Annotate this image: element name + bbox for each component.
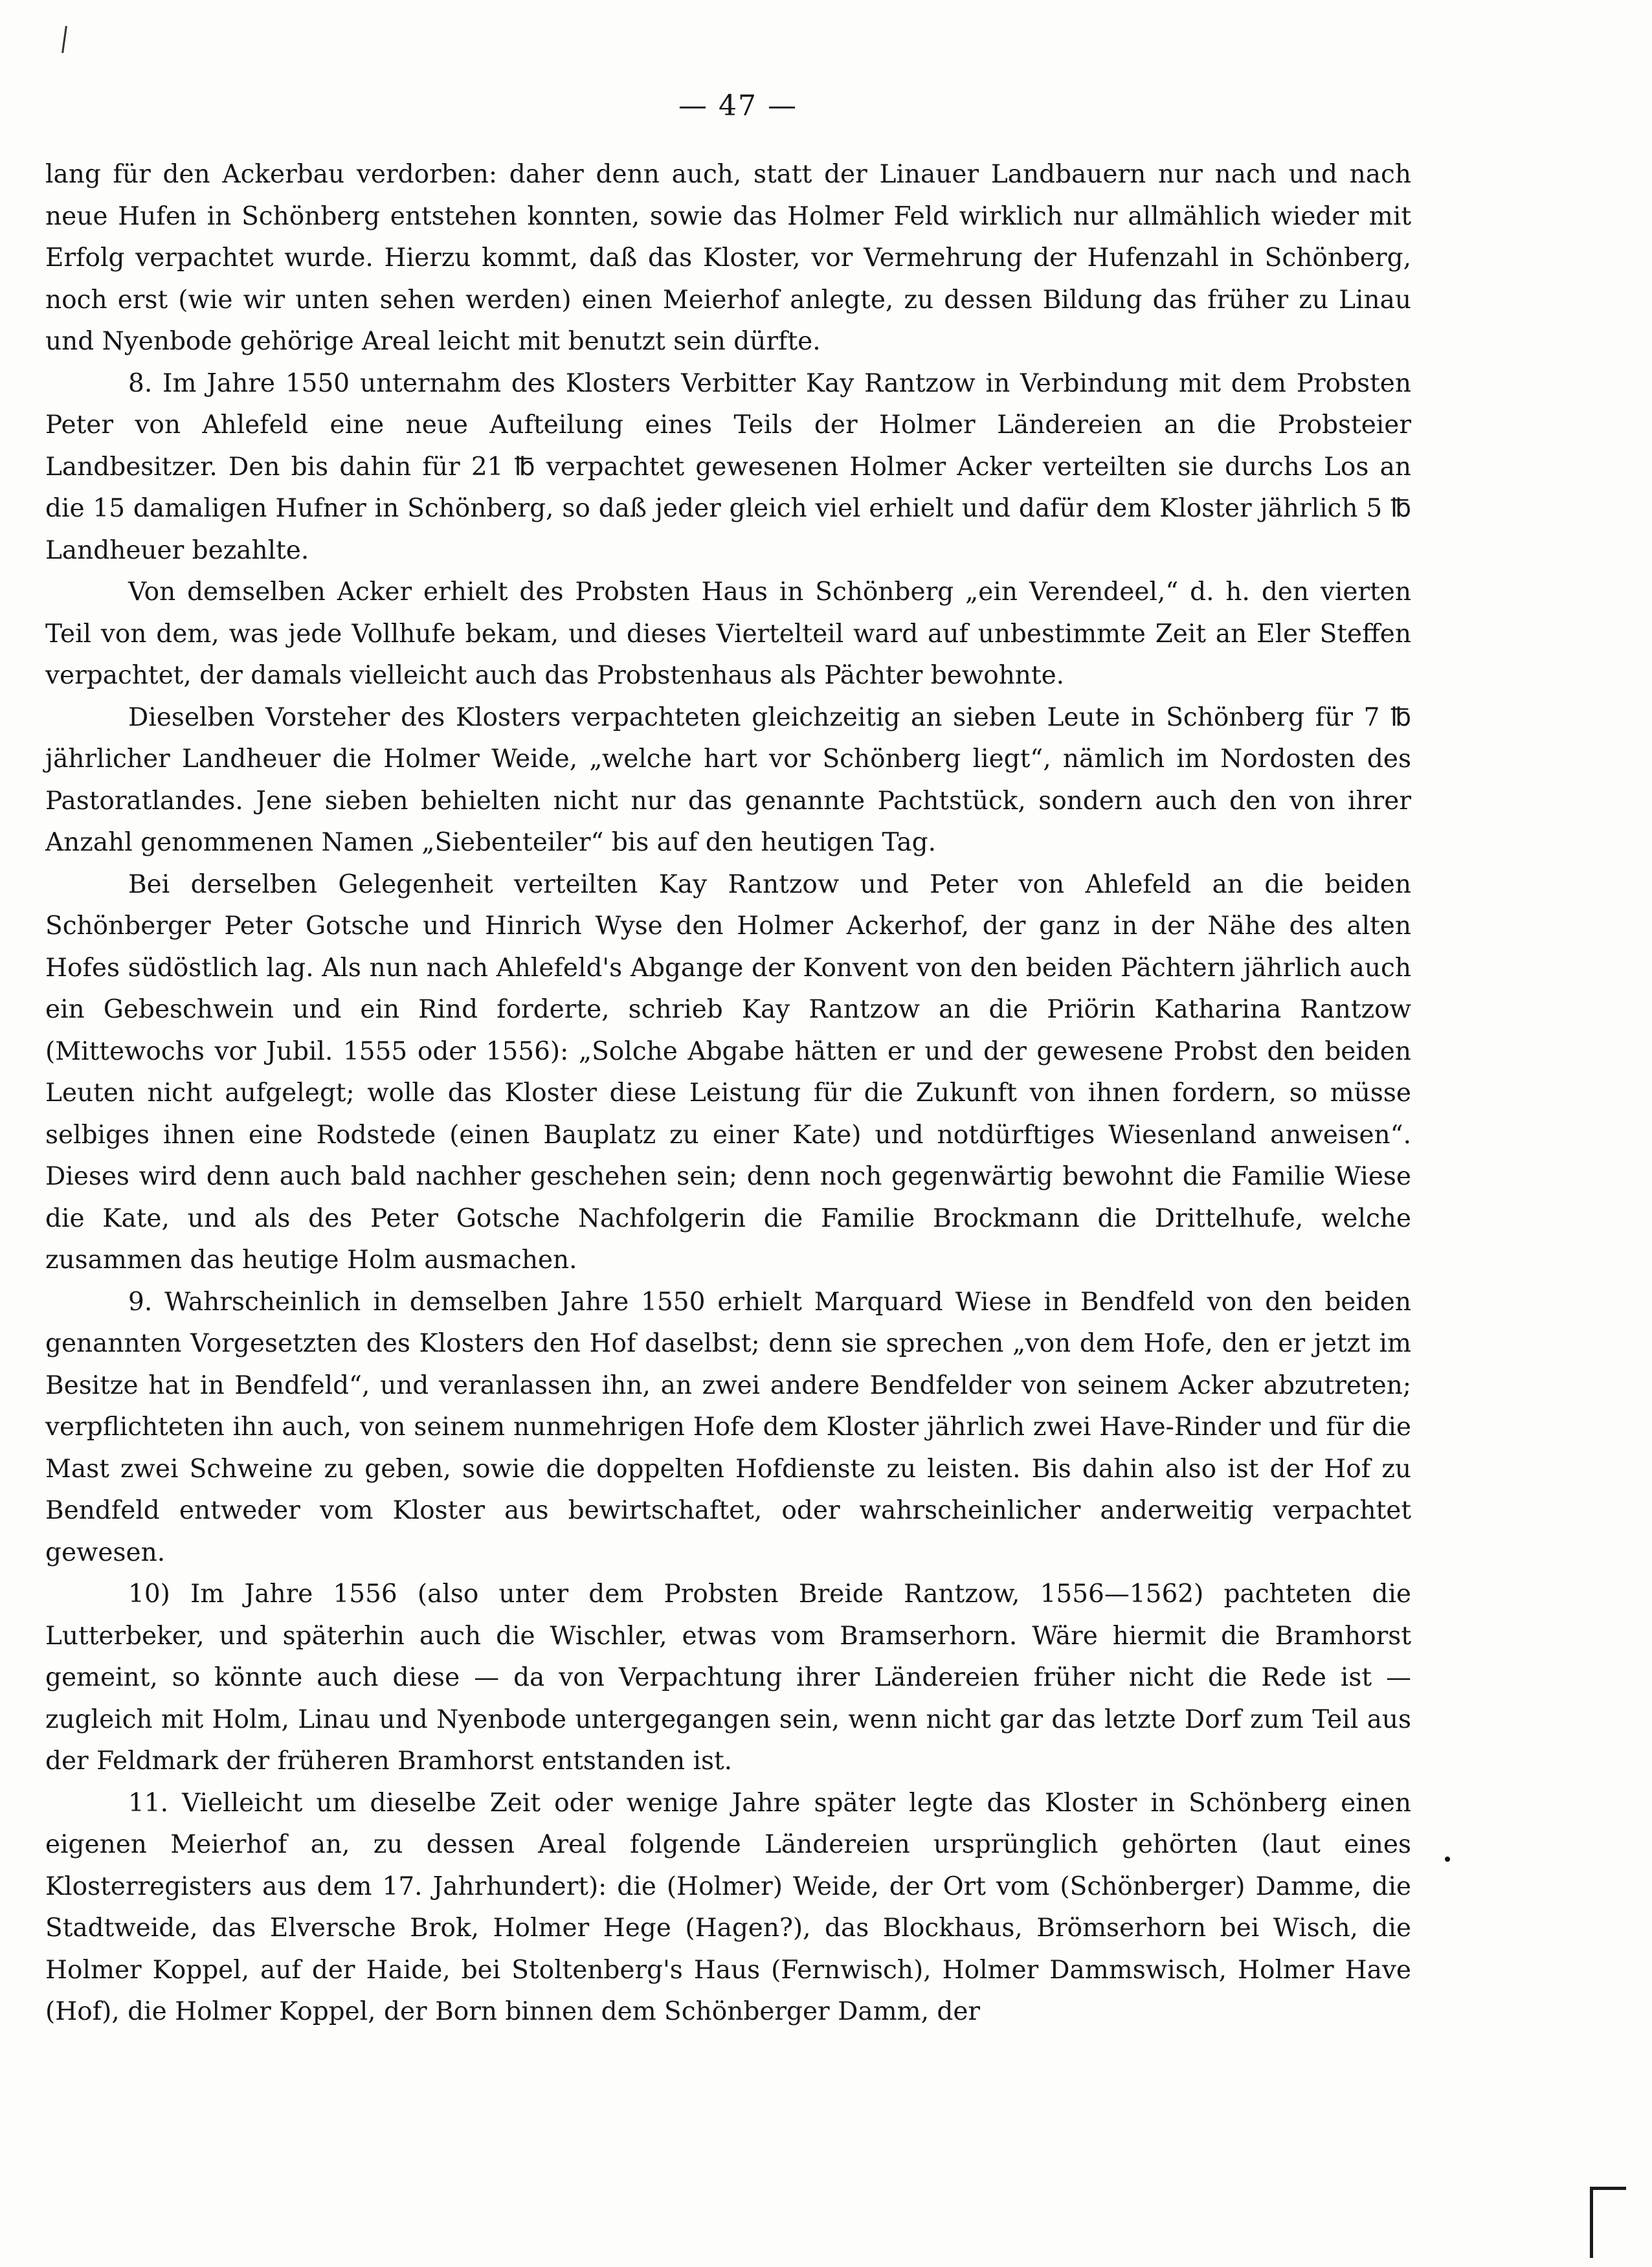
paragraph-9: 9. Wahrscheinlich in demselben Jahre 1550 erhielt Marquard Wiese in Bendfeld von den beiden genannten Vorgesetzten des Klosters den Hof daselbst; denn sie sprechen „von dem Hofe, den er jetzt im Besitze hat in Bendfeld“, und veranlassen ihn, an zwei andere Bendfelder von seinem Acker abzutreten; verpflichteten ihn auch, von seinem nunmehrigen Hofe dem Kloster jährlich zwei Have-Rinder und für die Mast zwei Schweine zu geben, sowie die doppelten Hofdienste zu leisten. Bis dahin also ist der Hof zu Bendfeld entweder vom Kloster aus bewirtschaftet, oder wahrscheinlicher anderweitig verpachtet gewesen. (45, 1287, 1411, 1567)
ink-speck (1445, 1857, 1450, 1862)
paragraph-8-probsten-haus: Von demselben Acker erhielt des Probsten Haus in Schönberg „ein Verendeel,“ d. h. den vierten Teil von dem, was jede Vollhufe bekam, und dieses Viertelteil ward auf unbestimmte Zeit an Eler Steffen verpachtet, der damals vielleicht auch das Probstenhaus als Pächter bewohnte. (45, 577, 1411, 690)
page-number: — 47 — (678, 89, 798, 122)
paragraph-8-siebenteiler: Dieselben Vorsteher des Klosters verpachteten gleichzeitig an sieben Leute in Schönberg für 7 ℔ jährlicher Landheuer die Holmer Weide, „welche hart vor Schönberg liegt“, nämlich im Nordosten des Pastoratlandes. Jene sieben behielten nicht nur das genannte Pachtstück, sondern auch den von ihrer Anzahl genommenen Namen „Siebenteiler“ bis auf den heutigen Tag. (45, 702, 1411, 857)
scan-edge-mark (1590, 2187, 1626, 2258)
paragraph-11: 11. Vielleicht um dieselbe Zeit oder wenige Jahre später legte das Kloster in Schönberg einen eigenen Meierhof an, zu dessen Areal folgende Ländereien ursprünglich gehörten (laut eines Klosterregisters aus dem 17. Jahrhundert): die (Holmer) Weide, der Ort vom (Schönberger) Damme, die Stadtweide, das Elversche Brok, Holmer Hege (Hagen?), das Blockhaus, Brömserhorn bei Wisch, die Holmer Koppel, auf der Haide, bei Stoltenberg's Haus (Fernwisch), Holmer Dammswisch, Holmer Have (Hof), die Holmer Koppel, der Born binnen dem Schönberger Damm, der (45, 1788, 1411, 2026)
paragraph-continuation: lang für den Ackerbau verdorben: daher denn auch, statt der Linauer Landbauern nur nach und nach neue Hufen in Schönberg entstehen konnten, sowie das Holmer Feld wirklich nur allmählich wieder mit Erfolg verpachtet wurde. Hierzu kommt, daß das Kloster, vor Vermehrung der Hufenzahl in Schönberg, noch erst (wie wir unten sehen werden) einen Meierhof anlegte, zu dessen Bildung das früher zu Linau und Nyenbode gehörige Areal leicht mit benutzt sein dürfte. (45, 160, 1411, 356)
paragraph-8-holmer-ackerhof: Bei derselben Gelegenheit verteilten Kay Rantzow und Peter von Ahlefeld an die beiden Schönberger Peter Gotsche und Hinrich Wyse den Holmer Ackerhof, der ganz in der Nähe des alten Hofes südöstlich lag. Als nun nach Ahlefeld's Abgange der Konvent von den beiden Pächtern jährlich auch ein Gebeschwein und ein Rind forderte, schrieb Kay Rantzow an die Priörin Katharina Rantzow (Mittewochs vor Jubil. 1555 oder 1556): „Solche Abgabe hätten er und der gewesene Probst den beiden Leuten nicht aufgelegt; wolle das Kloster diese Leistung für die Zukunft von ihnen fordern, so müsse selbiges ihnen eine Rodstede (einen Bauplatz zu einer Kate) und notdürftiges Wiesenland anweisen“. Dieses wird denn auch bald nachher geschehen sein; denn noch gegenwärtig bewohnt die Familie Wiese die Kate, und als des Peter Gotsche Nachfolgerin die Familie Brockmann die Drittelhufe, welche zusammen das heutige Holm ausmachen. (45, 869, 1411, 1275)
paragraph-8: 8. Im Jahre 1550 unternahm des Klosters Verbitter Kay Rantzow in Verbindung mit dem Probsten Peter von Ahlefeld eine neue Aufteilung eines Teils der Holmer Ländereien an die Probsteier Landbesitzer. Den bis dahin für 21 ℔ verpachtet gewesenen Holmer Acker verteilten sie durchs Los an die 15 damaligen Hufner in Schönberg, so daß jeder gleich viel erhielt und dafür dem Kloster jährlich 5 ℔ Landheuer bezahlte. (45, 368, 1411, 565)
body-text (45, 154, 1411, 2033)
paragraph-10: 10) Im Jahre 1556 (also unter dem Probsten Breide Rantzow, 1556—1562) pachteten die Lutterbeker, und späterhin auch die Wischler, etwas vom Bramserhorn. Wäre hiermit die Bramhorst gemeint, so könnte auch diese — da von Verpachtung ihrer Ländereien früher nicht die Rede ist — zugleich mit Holm, Linau und Nyenbode untergegangen sein, wenn nicht gar das letzte Dorf zum Teil aus der Feldmark der früheren Bramhorst entstanden ist. (45, 1580, 1411, 1776)
scan-mark (61, 26, 67, 53)
